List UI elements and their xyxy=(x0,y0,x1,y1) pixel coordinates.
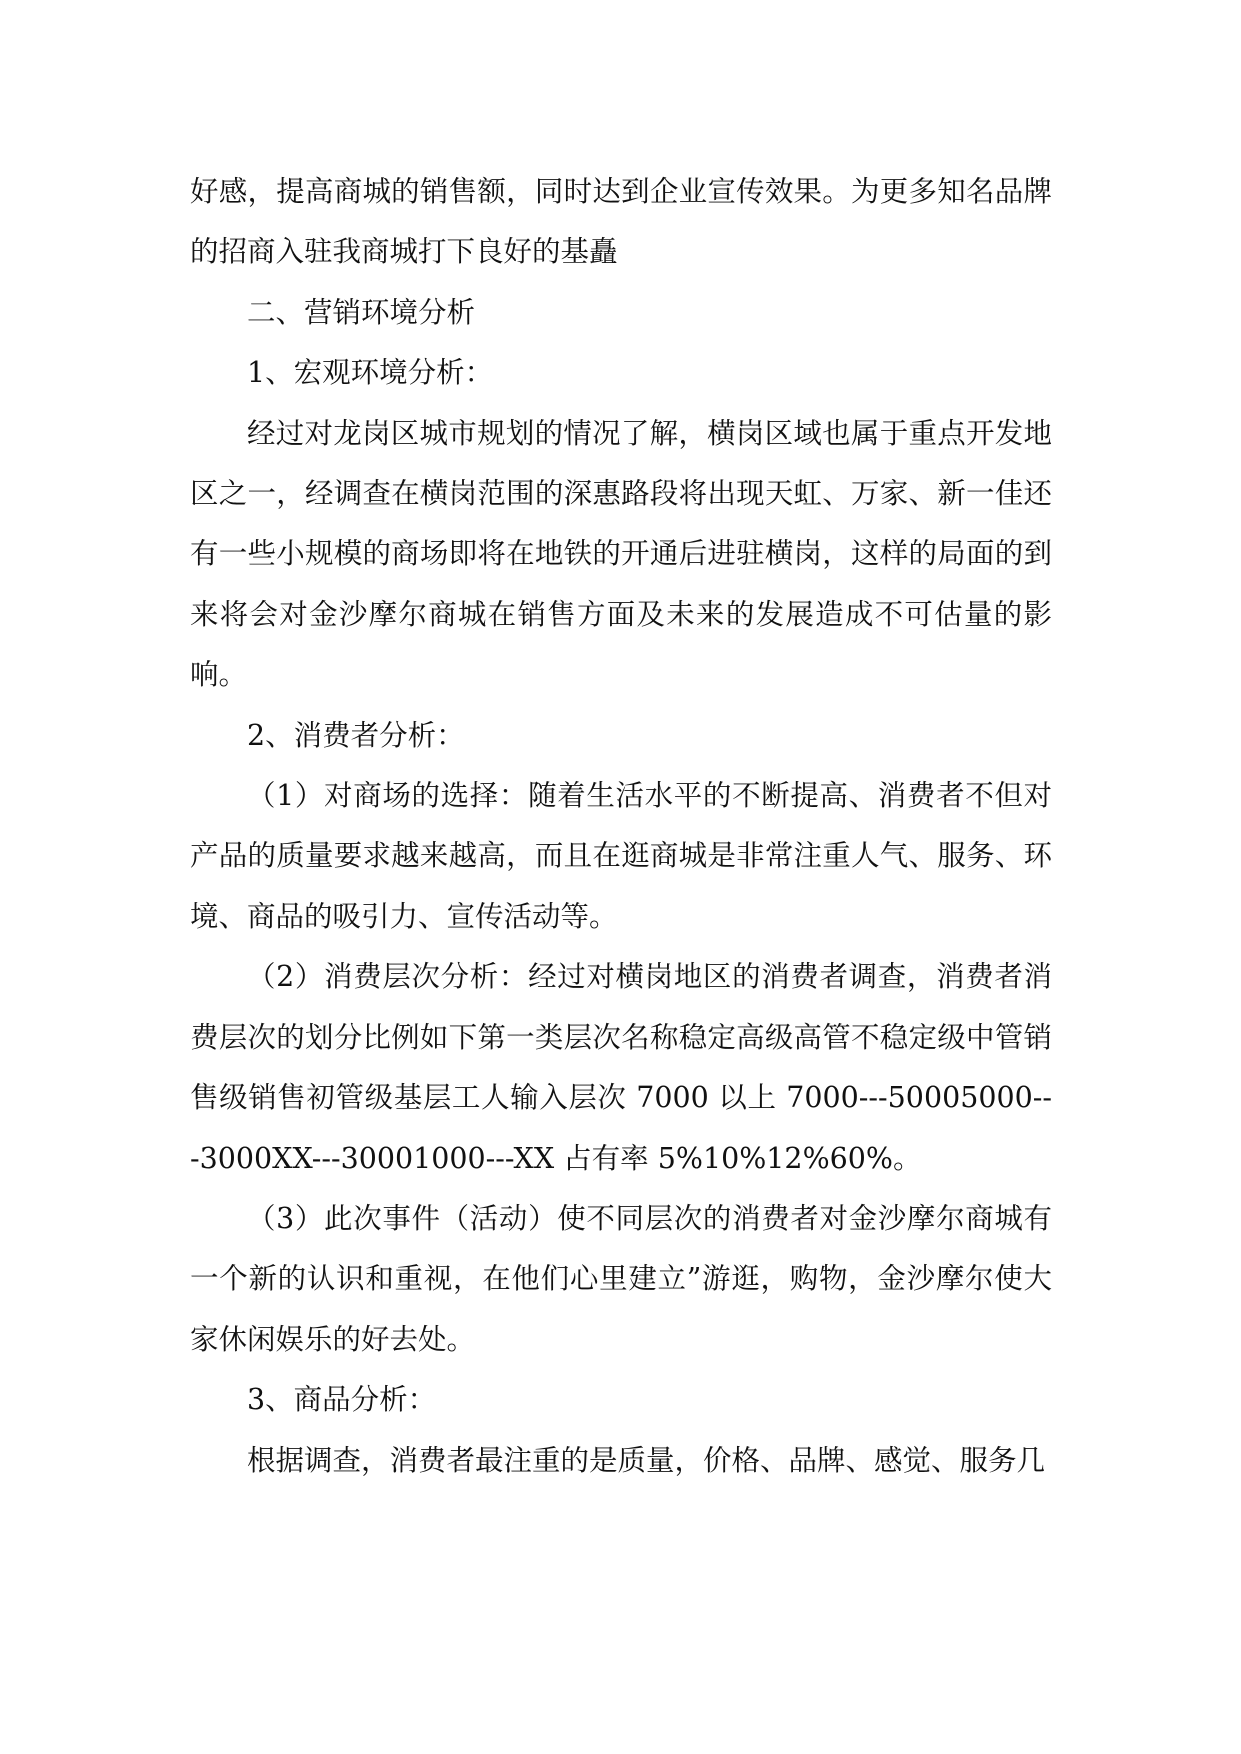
paragraph-mall-choice: （1）对商场的选择：随着生活水平的不断提高、消费者不但对产品的质量要求越来越高，而且在逛商城是非常注重人气、服务、环境、商品的吸引力、宣传活动等。 xyxy=(190,779,1052,933)
subheading-product-analysis: 3、商品分析： xyxy=(247,1383,437,1417)
document-body xyxy=(190,162,1052,1491)
paragraph-consumption-levels: （2）消费层次分析：经过对横岗地区的消费者调查，消费者消费层次的划分比例如下第一类层次名称稳定高级高管不稳定级中管销售级销售初管级基层工人输入层次 7000 以上 7000---50005000---3000XX---30001000---XX 占有率 5%10%12%60%。 xyxy=(190,960,1052,1175)
paragraph-event-impact: （3）此次事件（活动）使不同层次的消费者对金沙摩尔商城有一个新的认识和重视，在他们心里建立”游逛，购物，金沙摩尔使大家休闲娱乐的好去处。 xyxy=(190,1201,1052,1356)
section-heading-marketing-environment: 二、营销环境分析 xyxy=(247,295,476,329)
paragraph-product-analysis: 根据调查，消费者最注重的是质量，价格、品牌、感觉、服务几 xyxy=(247,1443,1046,1477)
paragraph-1: 好感，提高商城的销售额，同时达到企业宣传效果。为更多知名品牌的招商入驻我商城打下良好的基矗 xyxy=(190,175,1052,269)
subheading-consumer-analysis: 2、消费者分析： xyxy=(247,718,465,752)
paragraph-macro-environment: 经过对龙岗区城市规划的情况了解，横岗区域也属于重点开发地区之一，经调查在横岗范围的深惠路段将出现天虹、万家、新一佳还有一些小规模的商场即将在地铁的开通后进驻横岗，这样的局面的到来将会对金沙摩尔商城在销售方面及未来的发展造成不可估量的影响。 xyxy=(190,416,1052,692)
subheading-macro-environment: 1、宏观环境分析： xyxy=(247,356,494,390)
